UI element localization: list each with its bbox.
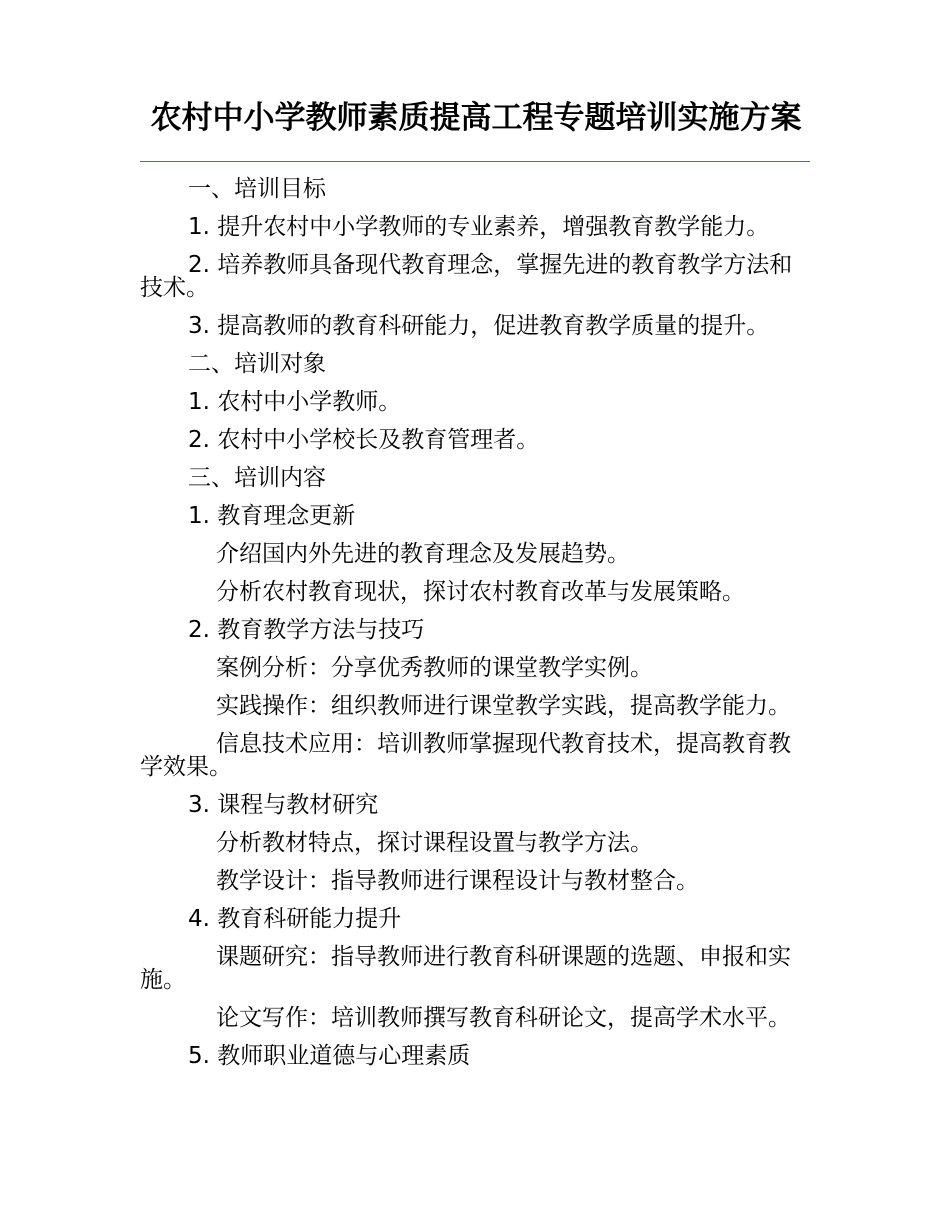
objective-item: 3. 提高教师的教育科研能力，促进教育教学质量的提升。 xyxy=(188,313,770,339)
content-detail: 论文写作：培训教师撰写教育科研论文，提高学术水平。 xyxy=(216,1005,791,1031)
objective-item: 1. 提升农村中小学教师的专业素养，增强教育教学能力。 xyxy=(188,214,770,240)
document-title: 农村中小学教师素质提高工程专题培训实施方案 xyxy=(150,100,802,136)
document-body xyxy=(140,178,812,1083)
audience-item: 1. 农村中小学教师。 xyxy=(188,389,402,415)
content-detail: 分析教材特点，探讨课程设置与教学方法。 xyxy=(216,830,653,856)
content-detail: 介绍国内外先进的教育理念及发展趋势。 xyxy=(216,541,630,567)
content-detail: 课题研究：指导教师进行教育科研课题的选题、申报和实施。 xyxy=(140,944,791,993)
section-heading-audience: 二、培训对象 xyxy=(188,351,326,377)
title-underline xyxy=(140,161,810,162)
content-detail: 分析农村教育现状，探讨农村教育改革与发展策略。 xyxy=(216,579,745,605)
content-detail: 信息技术应用：培训教师掌握现代教育技术，提高教育教学效果。 xyxy=(140,731,791,780)
audience-item: 2. 农村中小学校长及教育管理者。 xyxy=(188,427,540,453)
content-topic: 3. 课程与教材研究 xyxy=(188,792,379,818)
content-detail: 教学设计：指导教师进行课程设计与教材整合。 xyxy=(216,868,699,894)
content-topic: 5. 教师职业道德与心理素质 xyxy=(188,1043,471,1069)
section-heading-content: 三、培训内容 xyxy=(188,465,326,491)
content-topic: 4. 教育科研能力提升 xyxy=(188,906,402,932)
content-detail: 实践操作：组织教师进行课堂教学实践，提高教学能力。 xyxy=(216,693,791,719)
section-heading-objectives: 一、培训目标 xyxy=(188,176,326,202)
objective-item: 2. 培养教师具备现代教育理念，掌握先进的教育教学方法和技术。 xyxy=(140,252,793,301)
content-topic: 1. 教育理念更新 xyxy=(188,503,356,529)
content-detail: 案例分析：分享优秀教师的课堂教学实例。 xyxy=(216,655,653,681)
content-topic: 2. 教育教学方法与技巧 xyxy=(188,617,425,643)
